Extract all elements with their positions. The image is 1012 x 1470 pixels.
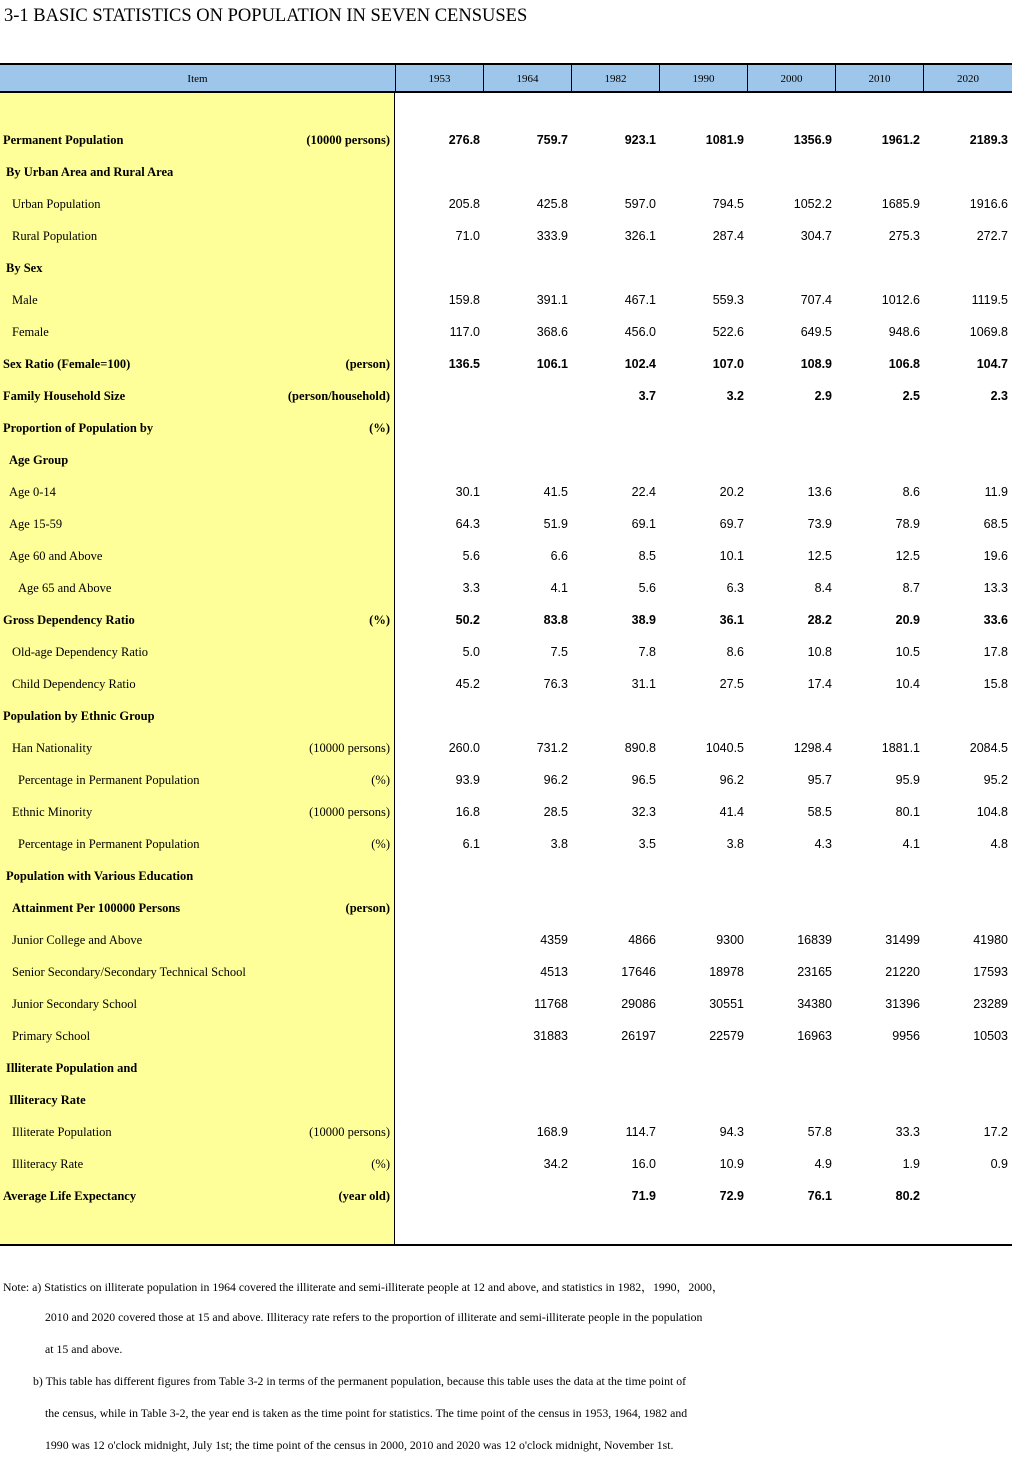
row-value: 51.9 xyxy=(543,517,568,531)
row-label: Rural Population xyxy=(12,229,98,243)
row-label: By Sex xyxy=(6,261,43,275)
row-value: 1881.1 xyxy=(881,741,920,755)
table-row xyxy=(0,1020,1012,1052)
row-value: 8.5 xyxy=(638,549,656,563)
table-row xyxy=(0,220,1012,252)
row-value: 31499 xyxy=(885,933,920,947)
table-row xyxy=(0,796,1012,828)
row-value: 8.6 xyxy=(726,645,744,659)
header-year: 1990 xyxy=(659,65,747,93)
note-line: Note: a) Statistics on illiterate population in 1964 covered the illiterate and semi-illiterate people at 12 and above, and statistics in 1982，1990，2000， xyxy=(3,1280,724,1294)
table-row xyxy=(0,444,1012,476)
row-value: 4.8 xyxy=(990,837,1008,851)
row-value: 11.9 xyxy=(984,485,1008,499)
row-unit: (year old) xyxy=(338,1189,390,1203)
row-value: 64.3 xyxy=(455,517,480,531)
row-unit: (10000 persons) xyxy=(309,741,390,755)
row-value: 1119.5 xyxy=(971,293,1008,307)
row-value: 31396 xyxy=(885,997,920,1011)
row-value: 304.7 xyxy=(800,229,832,243)
row-value: 96.5 xyxy=(631,773,656,787)
row-value: 18978 xyxy=(709,965,744,979)
row-value: 333.9 xyxy=(536,229,568,243)
table-row xyxy=(0,732,1012,764)
row-value: 4.1 xyxy=(550,581,568,595)
row-value: 68.5 xyxy=(983,517,1008,531)
row-value: 6.6 xyxy=(550,549,568,563)
row-value: 104.7 xyxy=(976,357,1008,371)
row-label: Illiteracy Rate xyxy=(9,1093,86,1107)
row-label: Percentage in Permanent Population xyxy=(18,773,200,787)
row-label: Percentage in Permanent Population xyxy=(18,837,200,851)
row-value: 287.4 xyxy=(712,229,744,243)
row-label: Old-age Dependency Ratio xyxy=(12,645,149,659)
row-value: 4513 xyxy=(540,965,568,979)
row-value: 69.1 xyxy=(631,517,656,531)
row-value: 80.1 xyxy=(895,805,920,819)
row-label: Attainment Per 100000 Persons xyxy=(12,901,181,915)
row-unit: (%) xyxy=(371,837,390,851)
header-year: 2000 xyxy=(747,65,835,93)
note-line: the census, while in Table 3-2, the year end is taken as the time point for statistics. The time point of the census in 1953, 1964, 1982 and xyxy=(45,1406,688,1420)
row-value: 28.2 xyxy=(807,613,832,627)
row-value: 2189.3 xyxy=(969,133,1008,147)
row-value: 96.2 xyxy=(719,773,744,787)
table-row xyxy=(0,636,1012,668)
row-value: 95.7 xyxy=(807,773,832,787)
row-label: Age 0-14 xyxy=(9,485,56,499)
header-year: 2010 xyxy=(835,65,923,93)
row-value: 276.8 xyxy=(448,133,480,147)
row-value: 425.8 xyxy=(536,197,568,211)
row-value: 22.4 xyxy=(631,485,656,499)
row-label: Primary School xyxy=(12,1029,91,1043)
table-row xyxy=(0,828,1012,860)
row-value: 78.9 xyxy=(895,517,920,531)
row-value: 10.1 xyxy=(719,549,744,563)
row-value: 3.2 xyxy=(726,389,744,403)
row-value: 31883 xyxy=(533,1029,568,1043)
row-value: 6.3 xyxy=(726,581,744,595)
row-value: 71.0 xyxy=(455,229,480,243)
table-header xyxy=(0,63,1012,93)
row-label: Gross Dependency Ratio xyxy=(3,613,135,627)
row-value: 27.5 xyxy=(719,677,744,691)
row-label: Population with Various Education xyxy=(6,869,194,883)
table-row xyxy=(0,188,1012,220)
row-value: 83.8 xyxy=(543,613,568,627)
row-value: 19.6 xyxy=(983,549,1008,563)
row-value: 12.5 xyxy=(895,549,920,563)
row-value: 731.2 xyxy=(536,741,568,755)
row-value: 16839 xyxy=(797,933,832,947)
row-label: Illiterate Population and xyxy=(6,1061,138,1075)
row-value: 17.2 xyxy=(983,1125,1008,1139)
table-row xyxy=(0,380,1012,412)
row-value: 10.8 xyxy=(807,645,832,659)
row-value: 95.9 xyxy=(895,773,920,787)
row-value: 58.5 xyxy=(807,805,832,819)
table-row xyxy=(0,924,1012,956)
row-value: 559.3 xyxy=(712,293,744,307)
row-value: 467.1 xyxy=(624,293,656,307)
table-row xyxy=(0,572,1012,604)
row-value: 29086 xyxy=(621,997,656,1011)
table-row xyxy=(0,476,1012,508)
row-value: 6.1 xyxy=(462,837,480,851)
row-value: 890.8 xyxy=(624,741,656,755)
row-value: 1.9 xyxy=(902,1157,920,1171)
row-value: 456.0 xyxy=(624,325,656,339)
table-row xyxy=(0,156,1012,188)
row-value: 3.8 xyxy=(726,837,744,851)
row-value: 1040.5 xyxy=(705,741,744,755)
row-label: Illiterate Population xyxy=(12,1125,112,1139)
row-value: 106.1 xyxy=(536,357,568,371)
row-value: 23289 xyxy=(973,997,1008,1011)
row-value: 10.4 xyxy=(895,677,920,691)
row-label: Urban Population xyxy=(12,197,101,211)
row-value: 1052.2 xyxy=(793,197,832,211)
table-row xyxy=(0,124,1012,156)
row-value: 16.0 xyxy=(631,1157,656,1171)
row-value: 41.4 xyxy=(719,805,744,819)
row-value: 26197 xyxy=(621,1029,656,1043)
row-unit: (person/household) xyxy=(287,389,390,403)
row-value: 38.9 xyxy=(631,613,656,627)
row-value: 32.3 xyxy=(631,805,656,819)
row-value: 72.9 xyxy=(719,1189,744,1203)
header-year: 1982 xyxy=(571,65,659,93)
table-row xyxy=(0,988,1012,1020)
row-unit: (%) xyxy=(369,613,390,627)
row-value: 391.1 xyxy=(536,293,568,307)
row-label: Population by Ethnic Group xyxy=(3,709,155,723)
row-value: 0.9 xyxy=(990,1157,1008,1171)
row-value: 31.1 xyxy=(631,677,656,691)
row-value: 17.8 xyxy=(983,645,1008,659)
row-label: Illiteracy Rate xyxy=(12,1157,84,1171)
row-value: 4.1 xyxy=(902,837,920,851)
row-label: Senior Secondary/Secondary Technical School xyxy=(12,965,246,979)
row-value: 106.8 xyxy=(888,357,920,371)
row-value: 759.7 xyxy=(536,133,568,147)
row-value: 80.2 xyxy=(895,1189,920,1203)
row-value: 30.1 xyxy=(455,485,480,499)
row-value: 45.2 xyxy=(455,677,480,691)
row-label: Junior Secondary School xyxy=(12,997,137,1011)
row-value: 275.3 xyxy=(888,229,920,243)
row-value: 69.7 xyxy=(719,517,744,531)
row-value: 168.9 xyxy=(536,1125,568,1139)
table-row xyxy=(0,540,1012,572)
row-unit: (person) xyxy=(345,901,390,915)
header-year: 1964 xyxy=(483,65,571,93)
table-row xyxy=(0,284,1012,316)
row-value: 3.7 xyxy=(638,389,656,403)
row-value: 2.5 xyxy=(902,389,920,403)
row-label: Age 15-59 xyxy=(9,517,63,531)
row-value: 10503 xyxy=(973,1029,1008,1043)
row-value: 5.0 xyxy=(462,645,480,659)
row-value: 4.3 xyxy=(814,837,832,851)
table-row xyxy=(0,508,1012,540)
table-row xyxy=(0,892,1012,924)
note-line: 1990 was 12 o'clock midnight, July 1st; the time point of the census in 2000, 2010 and 2020 was 12 o'clock midnight, November 1st. xyxy=(45,1438,674,1452)
row-value: 73.9 xyxy=(807,517,832,531)
row-value: 33.3 xyxy=(895,1125,920,1139)
row-label: Average Life Expectancy xyxy=(3,1189,137,1203)
row-value: 107.0 xyxy=(712,357,744,371)
row-unit: (%) xyxy=(369,421,390,435)
table-row xyxy=(0,700,1012,732)
row-value: 33.6 xyxy=(983,613,1008,627)
row-value: 34380 xyxy=(797,997,832,1011)
row-value: 8.7 xyxy=(902,581,920,595)
row-value: 9956 xyxy=(892,1029,920,1043)
row-label: By Urban Area and Rural Area xyxy=(6,165,174,179)
row-value: 17646 xyxy=(621,965,656,979)
statistics-table xyxy=(0,63,1012,1246)
row-unit: (10000 persons) xyxy=(309,805,390,819)
row-value: 10.9 xyxy=(719,1157,744,1171)
row-value: 117.0 xyxy=(449,325,480,339)
row-label: Male xyxy=(12,293,38,307)
table-row xyxy=(0,604,1012,636)
row-value: 28.5 xyxy=(543,805,568,819)
row-unit: (%) xyxy=(371,1157,390,1171)
row-label: Child Dependency Ratio xyxy=(12,677,136,691)
row-value: 707.4 xyxy=(800,293,832,307)
header-year: 1953 xyxy=(395,65,483,93)
table-row xyxy=(0,252,1012,284)
row-label: Sex Ratio (Female=100) xyxy=(3,357,131,371)
row-value: 326.1 xyxy=(624,229,656,243)
row-value: 93.9 xyxy=(455,773,480,787)
row-value: 3.3 xyxy=(462,581,480,595)
row-unit: (10000 persons) xyxy=(306,133,390,147)
row-value: 16963 xyxy=(797,1029,832,1043)
row-value: 71.9 xyxy=(631,1189,656,1203)
table-row xyxy=(0,1084,1012,1116)
row-label: Female xyxy=(12,325,49,339)
row-value: 1916.6 xyxy=(969,197,1008,211)
row-value: 1069.8 xyxy=(969,325,1008,339)
row-value: 368.6 xyxy=(536,325,568,339)
row-value: 41980 xyxy=(973,933,1008,947)
row-value: 7.8 xyxy=(638,645,656,659)
row-value: 948.6 xyxy=(888,325,920,339)
row-value: 4.9 xyxy=(814,1157,832,1171)
row-value: 17593 xyxy=(973,965,1008,979)
row-value: 17.4 xyxy=(807,677,832,691)
row-value: 2.9 xyxy=(814,389,832,403)
table-row xyxy=(0,956,1012,988)
header-item: Item xyxy=(187,73,208,85)
row-value: 114.7 xyxy=(625,1125,656,1139)
row-value: 30551 xyxy=(709,997,744,1011)
row-value: 76.3 xyxy=(543,677,568,691)
row-value: 2.3 xyxy=(990,389,1008,403)
row-value: 7.5 xyxy=(550,645,568,659)
row-value: 12.5 xyxy=(807,549,832,563)
row-value: 16.8 xyxy=(455,805,480,819)
row-value: 11768 xyxy=(534,997,568,1011)
row-label: Family Household Size xyxy=(3,389,126,403)
row-value: 20.2 xyxy=(719,485,744,499)
row-label: Age 65 and Above xyxy=(18,581,112,595)
row-value: 260.0 xyxy=(448,741,480,755)
row-value: 95.2 xyxy=(983,773,1008,787)
row-value: 597.0 xyxy=(624,197,656,211)
note-line: b) This table has different figures from Table 3-2 in terms of the permanent population, because this table uses the data at the time point of xyxy=(33,1374,687,1388)
row-value: 1298.4 xyxy=(793,741,832,755)
row-value: 649.5 xyxy=(800,325,832,339)
row-value: 102.4 xyxy=(624,357,656,371)
row-value: 41.5 xyxy=(543,485,568,499)
row-value: 9300 xyxy=(716,933,744,947)
row-value: 20.9 xyxy=(895,613,920,627)
row-value: 159.8 xyxy=(448,293,480,307)
row-value: 4359 xyxy=(540,933,568,947)
row-label: Han Nationality xyxy=(12,741,93,755)
row-value: 10.5 xyxy=(895,645,920,659)
table-row xyxy=(0,668,1012,700)
row-label: Age Group xyxy=(9,453,69,467)
header-year: 2020 xyxy=(923,65,1012,93)
row-label: Proportion of Population by xyxy=(3,421,154,435)
row-value: 50.2 xyxy=(455,613,480,627)
row-value: 36.1 xyxy=(719,613,744,627)
row-value: 5.6 xyxy=(462,549,480,563)
row-value: 3.8 xyxy=(550,837,568,851)
page-title: 3-1 BASIC STATISTICS ON POPULATION IN SEVEN CENSUSES xyxy=(4,6,528,26)
row-value: 21220 xyxy=(885,965,920,979)
row-value: 1685.9 xyxy=(881,197,920,211)
row-value: 923.1 xyxy=(624,133,656,147)
row-value: 22579 xyxy=(709,1029,744,1043)
table-row xyxy=(0,1148,1012,1180)
row-value: 13.3 xyxy=(983,581,1008,595)
row-value: 104.8 xyxy=(976,805,1008,819)
row-label: Junior College and Above xyxy=(12,933,143,947)
table-row xyxy=(0,860,1012,892)
table-row xyxy=(0,316,1012,348)
row-value: 1081.9 xyxy=(705,133,744,147)
row-value: 13.6 xyxy=(807,485,832,499)
row-value: 23165 xyxy=(797,965,832,979)
table-bottom-rule xyxy=(0,1244,1012,1246)
row-value: 272.7 xyxy=(976,229,1008,243)
row-unit: (10000 persons) xyxy=(309,1125,390,1139)
row-value: 1012.6 xyxy=(881,293,920,307)
table-row xyxy=(0,1052,1012,1084)
row-value: 1961.2 xyxy=(881,133,920,147)
row-label: Age 60 and Above xyxy=(9,549,103,563)
row-value: 94.3 xyxy=(719,1125,744,1139)
row-value: 57.8 xyxy=(807,1125,832,1139)
note-line: 2010 and 2020 covered those at 15 and above. Illiteracy rate refers to the proportion of illiterate and semi-illiterate people in the population xyxy=(45,1310,703,1324)
table-row xyxy=(0,1116,1012,1148)
row-value: 205.8 xyxy=(448,197,480,211)
row-value: 34.2 xyxy=(543,1157,568,1171)
row-label: Ethnic Minority xyxy=(12,805,93,819)
row-value: 5.6 xyxy=(638,581,656,595)
note-line: at 15 and above. xyxy=(45,1342,123,1356)
row-value: 8.6 xyxy=(902,485,920,499)
row-value: 136.5 xyxy=(448,357,480,371)
table-row xyxy=(0,348,1012,380)
row-value: 8.4 xyxy=(814,581,832,595)
row-value: 794.5 xyxy=(712,197,744,211)
table-row xyxy=(0,1180,1012,1212)
row-label: Permanent Population xyxy=(3,133,124,147)
row-value: 3.5 xyxy=(638,837,656,851)
row-value: 15.8 xyxy=(983,677,1008,691)
row-value: 1356.9 xyxy=(793,133,832,147)
row-unit: (%) xyxy=(371,773,390,787)
table-row xyxy=(0,412,1012,444)
row-value: 522.6 xyxy=(712,325,744,339)
row-value: 4866 xyxy=(628,933,656,947)
row-value: 76.1 xyxy=(807,1189,832,1203)
row-value: 96.2 xyxy=(543,773,568,787)
row-value: 2084.5 xyxy=(969,741,1008,755)
row-unit: (person) xyxy=(345,357,390,371)
table-row xyxy=(0,764,1012,796)
row-value: 108.9 xyxy=(800,357,832,371)
